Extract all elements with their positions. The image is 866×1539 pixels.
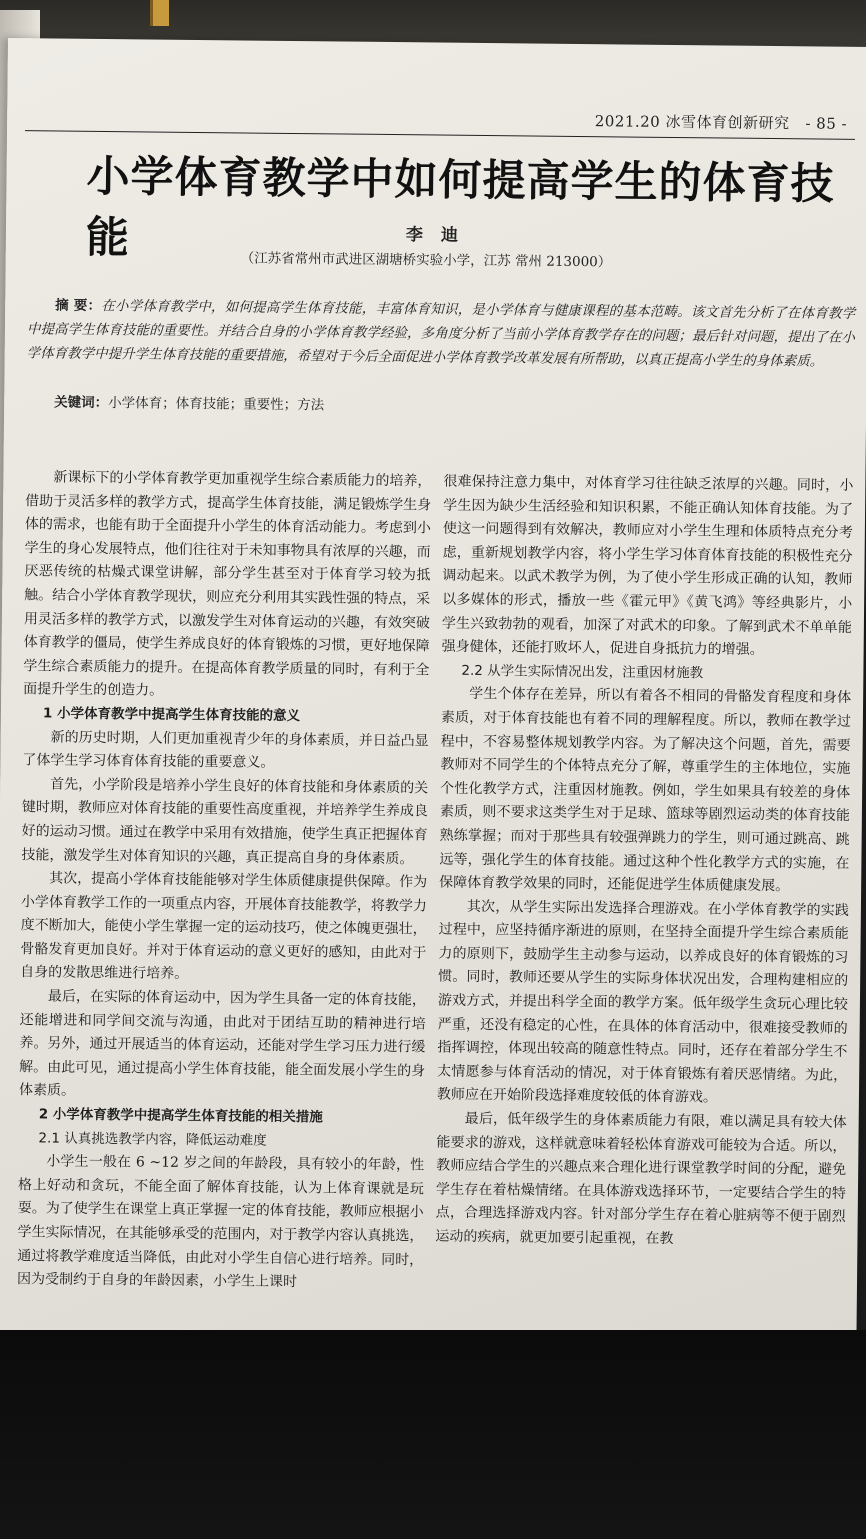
- running-header: [595, 110, 848, 134]
- left-column: [17, 466, 432, 1296]
- section-heading: 1 小学体育教学中提高学生体育技能的意义: [42, 705, 301, 725]
- paper-page: [0, 38, 866, 1347]
- paragraph: 新课标下的小学体育教学更加重视学生综合素质能力的培养，借助于灵活多样的教学方式，提高学生体育技能，满足锻炼学生身体的需求，也能有助于全面提升小学生的体育活动能力。考虑到小学生的身心发展特点，他们往往对于未知事物具有浓厚的兴趣，而厌恶传统的枯燥式课堂讲解，部分学生甚至对于体育学习较为抵触。结合小学体育教学现状，则应充分利用其实践性强的特点，采用灵活多样的教学方式，以激发学生对体育运动的兴趣，有效突破体育教学的僵局，使学生养成良好的体育锻炼的习惯，更好地保障学生综合素质能力的提升。在提高体育教学质量的同时，有利于全面提升学生的创造力。: [23, 469, 432, 700]
- subsection-heading: 2.2 从学生实际情况出发，注重因材施教: [461, 662, 704, 682]
- pencil-object: [150, 0, 169, 26]
- abstract: [27, 293, 856, 374]
- journal-name: 冰雪体育创新研究: [665, 112, 790, 133]
- section-heading: 2 小学体育教学中提高学生体育技能的相关措施: [38, 1106, 323, 1126]
- abstract-text: 在小学体育教学中，如何提高学生体育技能，丰富体育知识，是小学体育与健康课程的基本范畴。该文首先分析了在体育教学中提高学生体育技能的重要性。并结合自身的小学体育教学经验，多角度分析了当前小学体育教学存在的问题；最后针对问题，提出了在小学体育教学中提升学生体育技能的重要措施，希望对于今后全面促进小学体育教学改革发展有所帮助，以真正提高小学生的身体素质。: [26, 297, 856, 370]
- issue-number: 2021.20: [594, 112, 661, 131]
- paragraph: 很难保持注意力集中，对体育学习往往缺乏浓厚的兴趣。同时，小学生因为缺少生活经验和知识积累，不能正确认知体育技能。为了使这一问题得到有效解决，教师应对小学生生理和体质特点充分考虑，重新规划教学内容，将小学生学习体育体育技能的积极性充分调动起来。以武术教学为例，为了使小学生形成正确的认知，教师以多媒体的形式，播放一些《霍元甲》《黄飞鸿》等经典影片，小学生兴致勃勃的观看，加深了对武术的印象。了解到武术不单单能强身健体，还能打败坏人，促进自身抵抗力的增强。: [441, 473, 854, 659]
- abstract-label: 摘 要：: [55, 297, 102, 314]
- keywords-text: 小学体育；体育技能；重要性；方法: [108, 395, 325, 414]
- paragraph: 最后，低年级学生的身体素质能力有限，难以满足具有较大体能要求的游戏，这样就意味着轻松体育游戏可能较为合适。所以，教师应结合学生的兴趣点来合理化进行课堂教学时间的分配，避免学生存在着枯燥情绪。在具体游戏选择环节，一定要结合学生的特点，合理选择游戏内容。针对部分学生存在着心脏病等不便于剧烈运动的疾病，就更加要引起重视，在教: [435, 1110, 847, 1248]
- paragraph: 小学生一般在 6 ~12 岁之间的年龄段，具有较小的年龄，性格上好动和贪玩，不能全面了解体育技能，认为上体育课就是玩耍。为了使学生在课堂上真正掌握一定的体育技能，教师应根据小学生实际情况，在其能够承受的范围内，对于教学内容认真挑选，通过将教学难度适当降低，由此对小学生自信心进行培养。同时，因为受制约于自身的年龄因素，小学生上课时: [16, 1153, 425, 1291]
- keywords-label: 关键词：: [54, 394, 109, 412]
- keywords: [54, 391, 324, 414]
- paragraph: 学生个体存在差异，所以有着各不相同的骨骼发育程度和身体素质，对于体育技能也有着不同的理解程度。所以，教师在教学过程中，不容易整体规划教学内容。为了解决这个问题，首先，需要教师对不同学生的个体特点充分了解，尊重学生的主体地位，实施个性化教学方式，注重因材施教。例如，学生如果具有较差的身体素质，则不要求这类学生对于足球、篮球等剧烈运动类的体育技能熟练掌握；而对于那些具有较强弹跳力的学生，则可通过跳高、跳远等，强化学生的体育技能。通过这种个性化教学方式的实施，在保障体育教学效果的同时，还能促进学生体质健康发展。: [439, 686, 852, 895]
- paragraph: 其次，提高小学体育技能能够对学生体质健康提供保障。作为小学体育教学工作的一项重点内容，开展体育技能教学，将教学力度不断加大，能使小学生掌握一定的运动技巧，使之体魄更强壮，骨骼发育更加良好。并对于体育运动的意义更好的感知，由此对于自身的发散思维进行培养。: [20, 870, 428, 983]
- paragraph: 首先，小学阶段是培养小学生良好的体育技能和身体素质的关键时期，教师应对体育技能的重要性高度重视，并培养学生养成良好的运动习惯。通过在教学中采用有效措施，使学生真正把握体育技能，激发学生对体育知识的兴趣，真正提高自身的身体素质。: [21, 776, 429, 867]
- paragraph: 其次，从学生实际出发选择合理游戏。在小学体育教学的实践过程中，应坚持循序渐进的原则，在坚持全面提升学生综合素质能力的原则下，鼓励学生主动参与运动，以养成良好的体育锻炼的习惯。同时，教师还要从学生的实际身体状况出发，合理构建相应的游戏方式，并提出科学全面的教学方案。低年级学生贪玩心理比较严重，还没有稳定的心性，在具体的体育活动中，很难接受教师的指挥调控，体现出较高的随意性特点。同时，还存在着部分学生不太情愿参与体育活动的情况，对于体育锻炼有着厌恶情绪。为此，教师应在开始阶段选择难度较低的体育游戏。: [436, 898, 849, 1106]
- page-number: - 85 -: [805, 114, 848, 133]
- photo-background-bottom: [0, 1330, 866, 1539]
- right-column: [435, 471, 853, 1254]
- article-title: 小学体育教学中如何提高学生的体育技能: [85, 151, 835, 264]
- article-author: 李 迪: [405, 225, 464, 246]
- subsection-heading: 2.1 认真挑选教学内容，降低运动难度: [38, 1130, 267, 1149]
- paragraph: 新的历史时期，人们更加重视青少年的身体素质，并日益凸显了体学生学习体育体育技能的重要意义。: [22, 729, 429, 771]
- paragraph: 最后，在实际的体育运动中，因为学生具备一定的体育技能，还能增进和同学间交流与沟通，由此对于团结互助的精神进行培养。另外，通过开展适当的体育运动，还能对学生学习压力进行缓解。由此可见，通过提高小学生体育技能，能全面发展小学生的身体素质。: [18, 988, 427, 1100]
- article-affiliation: （江苏省常州市武进区湖塘桥实验小学，江苏 常州 213000）: [240, 250, 612, 271]
